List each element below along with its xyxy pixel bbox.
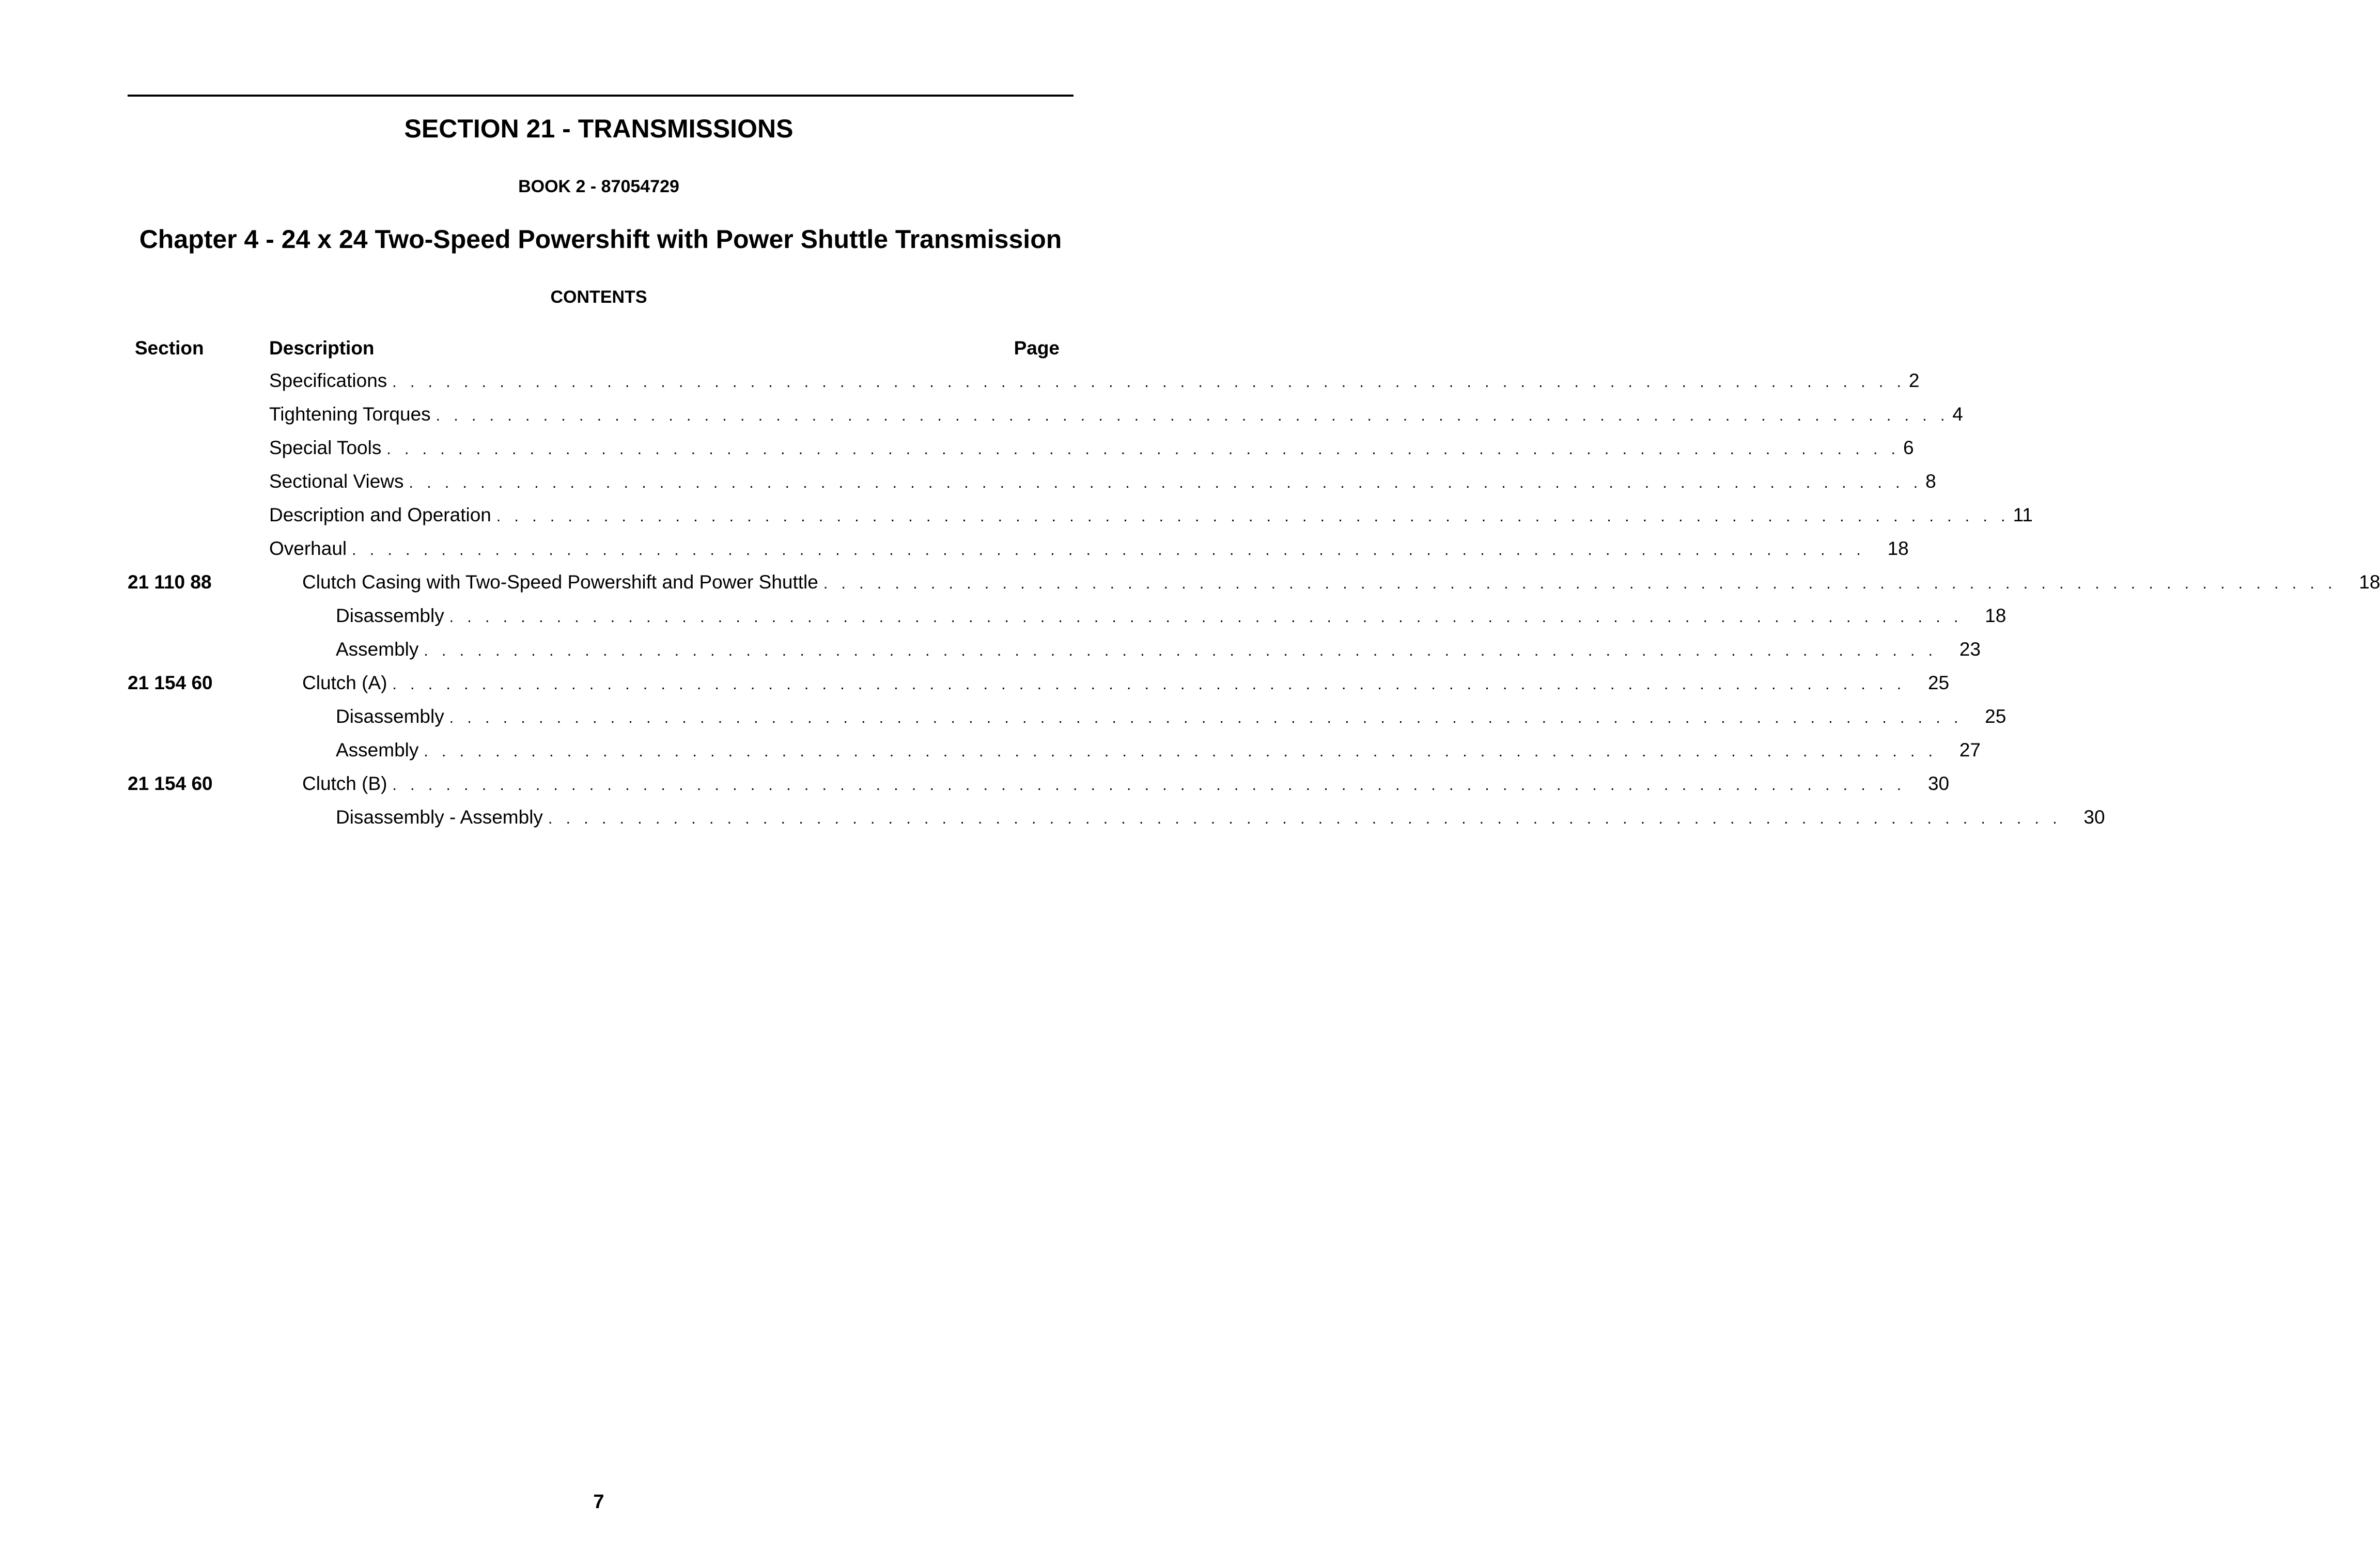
page-number: 7 bbox=[593, 1491, 604, 1513]
toc-row bbox=[0, 369, 1920, 403]
dot-leader: . . . . . . . . . . . . . . . . . . . . . . . . . . . . . . . . . . . . . . . . . . . . . . . . . . . . . . . . . . . . . . . . . . . . . . . . . . . . . . . . . . . . . bbox=[352, 541, 1865, 559]
toc-entry bbox=[336, 705, 2006, 730]
toc-entry bbox=[269, 504, 2033, 528]
chapter-title: Chapter 4 - 24 x 24 Two-Speed Powershift with Power Shuttle Transmission bbox=[139, 225, 1062, 254]
toc-entry bbox=[302, 772, 1950, 797]
top-rule bbox=[128, 95, 1074, 97]
toc-description: Assembly bbox=[336, 639, 419, 660]
toc-page: 27 bbox=[1959, 739, 1981, 761]
toc-row bbox=[0, 806, 2105, 840]
toc-description: Overhaul bbox=[269, 538, 347, 559]
toc-page: 30 bbox=[1927, 773, 1950, 794]
contents-heading: CONTENTS bbox=[550, 287, 647, 307]
toc-row bbox=[0, 437, 1914, 470]
toc-entry bbox=[336, 739, 1981, 763]
book-number: BOOK 2 - 87054729 bbox=[518, 177, 679, 196]
toc-page: 18 bbox=[1887, 538, 1909, 559]
toc-row bbox=[0, 739, 1981, 772]
toc-description: Clutch (B) bbox=[302, 773, 387, 794]
toc-description: Sectional Views bbox=[269, 471, 404, 492]
table-of-contents bbox=[0, 369, 2380, 840]
toc-page: 23 bbox=[1959, 639, 1981, 660]
toc-entry bbox=[269, 470, 1936, 494]
toc-description: Tightening Torques bbox=[269, 404, 431, 425]
dot-leader: . . . . . . . . . . . . . . . . . . . . . . . . . . . . . . . . . . . . . . . . . . . . . . . . . . . . . . . . . . . . . . . . . . . . . . . . . . . . . . . . . . . . . bbox=[386, 441, 1900, 458]
toc-page: 18 bbox=[1985, 605, 2006, 626]
toc-page: 25 bbox=[1985, 706, 2006, 727]
dot-leader: . . . . . . . . . . . . . . . . . . . . . . . . . . . . . . . . . . . . . . . . . . . . . . . . . . . . . . . . . . . . . . . . . . . . . . . . . . . . . . . . . . . . . bbox=[392, 777, 1906, 794]
toc-description: Description and Operation bbox=[269, 504, 491, 525]
toc-page: 4 bbox=[1952, 404, 1963, 425]
toc-page: 30 bbox=[2083, 807, 2105, 828]
toc-row bbox=[0, 470, 1936, 504]
toc-entry bbox=[269, 403, 1963, 427]
toc-entry bbox=[302, 672, 1950, 696]
dot-leader: . . . . . . . . . . . . . . . . . . . . . . . . . . . . . . . . . . . . . . . . . . . . . . . . . . . . . . . . . . . . . . . . . . . . . . . . . . . . . . . . . . . . . bbox=[424, 743, 1937, 760]
toc-description: Disassembly bbox=[336, 706, 444, 727]
dot-leader: . . . . . . . . . . . . . . . . . . . . . . . . . . . . . . . . . . . . . . . . . . . . . . . . . . . . . . . . . . . . . . . . . . . . . . . . . . . . . . . . . . . . . bbox=[496, 508, 2010, 525]
dot-leader: . . . . . . . . . . . . . . . . . . . . . . . . . . . . . . . . . . . . . . . . . . . . . . . . . . . . . . . . . . . . . . . . . . . . . . . . . . . . . . . . . . . . . bbox=[392, 676, 1906, 693]
toc-entry bbox=[269, 537, 1909, 562]
toc-page: 6 bbox=[1903, 437, 1914, 458]
toc-section-code: 21 154 60 bbox=[128, 672, 213, 693]
toc-entry bbox=[269, 437, 1914, 461]
toc-row bbox=[0, 605, 2006, 638]
toc-row bbox=[0, 638, 1981, 672]
toc-description: Disassembly - Assembly bbox=[336, 807, 543, 828]
toc-entry bbox=[336, 605, 2006, 629]
toc-description: Assembly bbox=[336, 739, 419, 761]
toc-page: 8 bbox=[1925, 471, 1936, 492]
toc-row bbox=[0, 403, 1963, 437]
toc-page: 18 bbox=[2359, 571, 2380, 593]
toc-row bbox=[0, 705, 2006, 739]
toc-description: Clutch Casing with Two-Speed Powershift and Power Shuttle bbox=[302, 571, 818, 593]
column-header-description: Description bbox=[269, 337, 375, 359]
dot-leader: . . . . . . . . . . . . . . . . . . . . . . . . . . . . . . . . . . . . . . . . . . . . . . . . . . . . . . . . . . . . . . . . . . . . . . . . . . . . . . . . . . . . . bbox=[409, 474, 1923, 491]
toc-description: Specifications bbox=[269, 370, 387, 391]
toc-page: 11 bbox=[2013, 504, 2033, 525]
toc-description: Special Tools bbox=[269, 437, 382, 458]
dot-leader: . . . . . . . . . . . . . . . . . . . . . . . . . . . . . . . . . . . . . . . . . . . . . . . . . . . . . . . . . . . . . . . . . . . . . . . . . . . . . . . . . . . . . bbox=[435, 407, 1950, 424]
toc-row bbox=[0, 504, 2033, 537]
toc-description: Disassembly bbox=[336, 605, 444, 626]
toc-row bbox=[0, 571, 2380, 605]
toc-description: Clutch (A) bbox=[302, 672, 387, 693]
toc-row bbox=[0, 537, 1909, 571]
toc-section-code: 21 110 88 bbox=[128, 571, 212, 593]
section-title: SECTION 21 - TRANSMISSIONS bbox=[404, 114, 794, 143]
toc-entry bbox=[336, 806, 2105, 830]
toc-entry bbox=[269, 369, 1920, 394]
toc-entry bbox=[336, 638, 1981, 662]
toc-page: 25 bbox=[1927, 672, 1950, 693]
dot-leader: . . . . . . . . . . . . . . . . . . . . . . . . . . . . . . . . . . . . . . . . . . . . . . . . . . . . . . . . . . . . . . . . . . . . . . . . . . . . . . . . . . . . . bbox=[424, 642, 1937, 659]
toc-section-code: 21 154 60 bbox=[128, 773, 213, 794]
dot-leader: . . . . . . . . . . . . . . . . . . . . . . . . . . . . . . . . . . . . . . . . . . . . . . . . . . . . . . . . . . . . . . . . . . . . . . . . . . . . . . . . . . . . . bbox=[823, 575, 2337, 592]
toc-page: 2 bbox=[1908, 370, 1920, 391]
column-header-page: Page bbox=[1014, 337, 1060, 359]
toc-row bbox=[0, 672, 1950, 705]
dot-leader: . . . . . . . . . . . . . . . . . . . . . . . . . . . . . . . . . . . . . . . . . . . . . . . . . . . . . . . . . . . . . . . . . . . . . . . . . . . . . . . . . . . . . bbox=[449, 709, 1963, 726]
dot-leader: . . . . . . . . . . . . . . . . . . . . . . . . . . . . . . . . . . . . . . . . . . . . . . . . . . . . . . . . . . . . . . . . . . . . . . . . . . . . . . . . . . . . . bbox=[392, 374, 1906, 391]
dot-leader: . . . . . . . . . . . . . . . . . . . . . . . . . . . . . . . . . . . . . . . . . . . . . . . . . . . . . . . . . . . . . . . . . . . . . . . . . . . . . . . . . . . . . bbox=[449, 609, 1963, 626]
toc-row bbox=[0, 772, 1950, 806]
toc-entry bbox=[302, 571, 2380, 595]
dot-leader: . . . . . . . . . . . . . . . . . . . . . . . . . . . . . . . . . . . . . . . . . . . . . . . . . . . . . . . . . . . . . . . . . . . . . . . . . . . . . . . . . . . . . bbox=[548, 810, 2062, 827]
column-header-section: Section bbox=[135, 337, 204, 359]
